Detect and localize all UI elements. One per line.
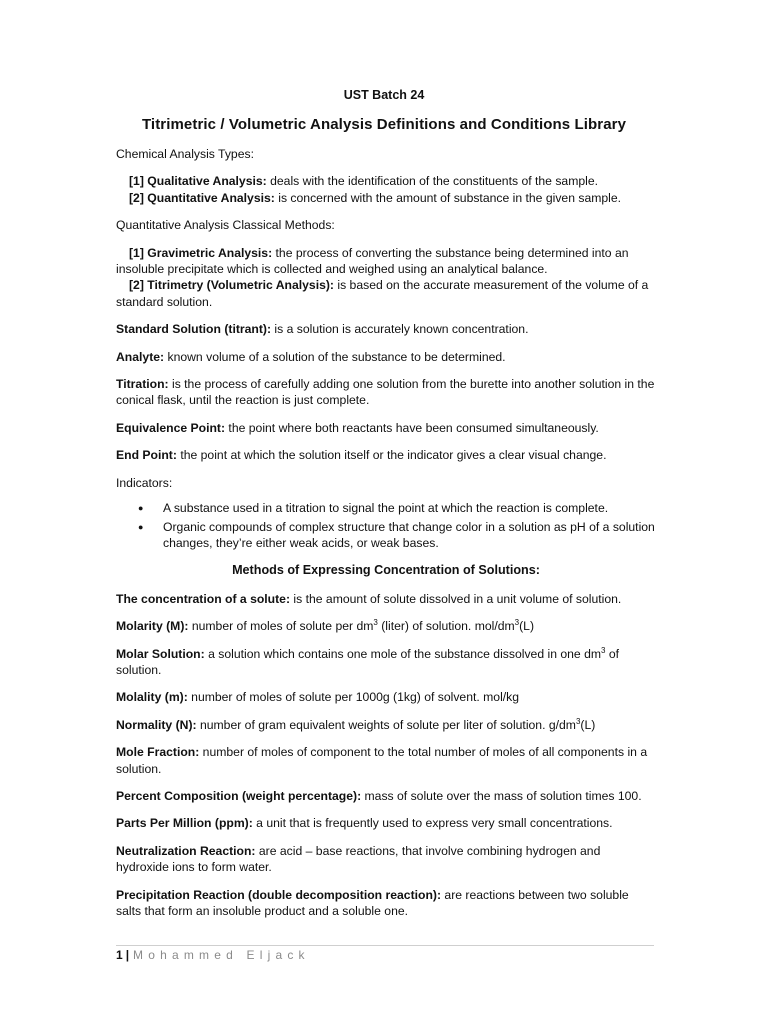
definition-text: deals with the identification of the constituents of the sample. [266,174,599,189]
page-header: UST Batch 24 [343,88,425,102]
superscript: 3 [514,618,520,628]
superscript: 3 [373,618,378,628]
term: Mole Fraction: [116,745,200,760]
term: [1] Qualitative Analysis: [129,174,267,189]
definition-molarity [116,618,656,634]
term: Percent Composition (weight percentage): [116,788,362,803]
definition-equivalence-point [116,420,656,436]
author-name: Mohammed Eljack [133,948,310,962]
term: Precipitation Reaction (double decomposition reaction): [116,887,442,902]
list-item: ● Organic compounds of complex structure that change color in a solution as pH of a solution changes, they’re either weak acids, or weak bases. [116,519,656,552]
definition-quantitative [116,190,656,206]
definition-text: (liter) of solution. mol/dm [377,619,515,634]
definition-text: are reactions between two soluble salts that form an insoluble product and a soluble one. [116,887,629,918]
footer-divider [116,945,654,946]
document-body [116,146,656,930]
definition-ppm [116,815,656,831]
definition-text: known volume of a solution of the substance to be determined. [164,349,506,364]
definition-standard-solution [116,321,656,337]
definition-text: a unit that is frequently used to express very small concentrations. [252,816,613,831]
definition-mole-fraction [116,744,656,777]
term: The concentration of a solute: [116,591,291,606]
page-number: 1 [116,948,123,962]
page-footer [116,948,310,962]
term: End Point: [116,448,177,463]
definition-text: is concerned with the amount of substance in the given sample. [274,190,622,205]
definition-text: number of moles of solute per dm [188,619,374,634]
definition-text: number of gram equivalent weights of solute per liter of solution. g/dm [196,717,576,732]
superscript: 3 [601,645,606,655]
term: Normality (N): [116,717,197,732]
section-heading-concentration: Methods of Expressing Concentration of Solutions: [232,563,540,578]
definition-titration [116,376,656,409]
superscript: 3 [575,716,581,726]
definition-text: the point where both reactants have been consumed simultaneously. [225,420,599,435]
term: Molarity (M): [116,619,189,634]
definition-molar-solution [116,646,656,679]
section-heading-classical-methods: Quantitative Analysis Classical Methods: [116,218,335,233]
definition-text: (L) [580,717,596,732]
definition-concentration [116,591,656,607]
document-title: Titrimetric / Volumetric Analysis Definitions and Conditions Library [141,116,627,133]
term: Equivalence Point: [116,420,226,435]
definition-percent-composition [116,788,656,804]
section-heading-analysis-types: Chemical Analysis Types: [116,147,254,161]
term: Analyte: [116,349,165,364]
definition-gravimetric [116,245,656,278]
definition-neutralization [116,843,656,876]
term: [1] Gravimetric Analysis: [129,245,273,260]
definition-end-point [116,447,656,463]
section-heading-indicators: Indicators: [116,475,173,490]
list-item: ● A substance used in a titration to signal the point at which the reaction is complete. [116,500,656,516]
definition-text: is the amount of solute dissolved in a unit volume of solution. [290,591,622,606]
term: Parts Per Million (ppm): [116,816,253,831]
definition-text: is based on the accurate measurement of the volume of a standard solution. [116,278,649,309]
definition-text: number of moles of solute per 1000g (1kg) of solvent. mol/kg [187,690,520,705]
definition-text: (L) [519,619,535,634]
indicators-list [116,500,656,551]
definition-text: is a solution is accurately known concentration. [271,322,529,337]
definition-text: are acid – base reactions, that involve combining hydrogen and hydroxide ions to form water. [116,843,601,875]
definition-text: the process of converting the substance being determined into an insoluble precipitate which is collected and weighed using an analytical balance. [116,245,629,277]
definition-molality [116,689,656,705]
term: [2] Quantitative Analysis: [129,190,275,205]
term: Molar Solution: [116,646,205,661]
term: [2] Titrimetry (Volumetric Analysis): [129,278,334,293]
definition-text: mass of solute over the mass of solution times 100. [361,788,642,803]
definition-analyte [116,349,656,365]
term: Molality (m): [116,690,188,705]
definition-text: of solution. [116,646,620,677]
definition-titrimetry [116,277,656,310]
term: Titration: [116,377,169,392]
term: Neutralization Reaction: [116,843,256,858]
definition-precipitation [116,887,656,920]
definition-text: a solution which contains one mole of the substance dissolved in one dm [204,646,602,661]
definition-text: the point at which the solution itself or the indicator gives a clear visual change. [176,448,607,463]
definition-text: number of moles of component to the total number of moles of all components in a solution. [116,745,648,776]
term: Standard Solution (titrant): [116,322,272,337]
definition-normality [116,717,656,733]
definition-text: is the process of carefully adding one solution from the burette into another solution in the conical flask, until the reaction is just complete. [116,377,655,408]
footer-separator: | [125,948,130,962]
definition-qualitative [116,173,656,189]
